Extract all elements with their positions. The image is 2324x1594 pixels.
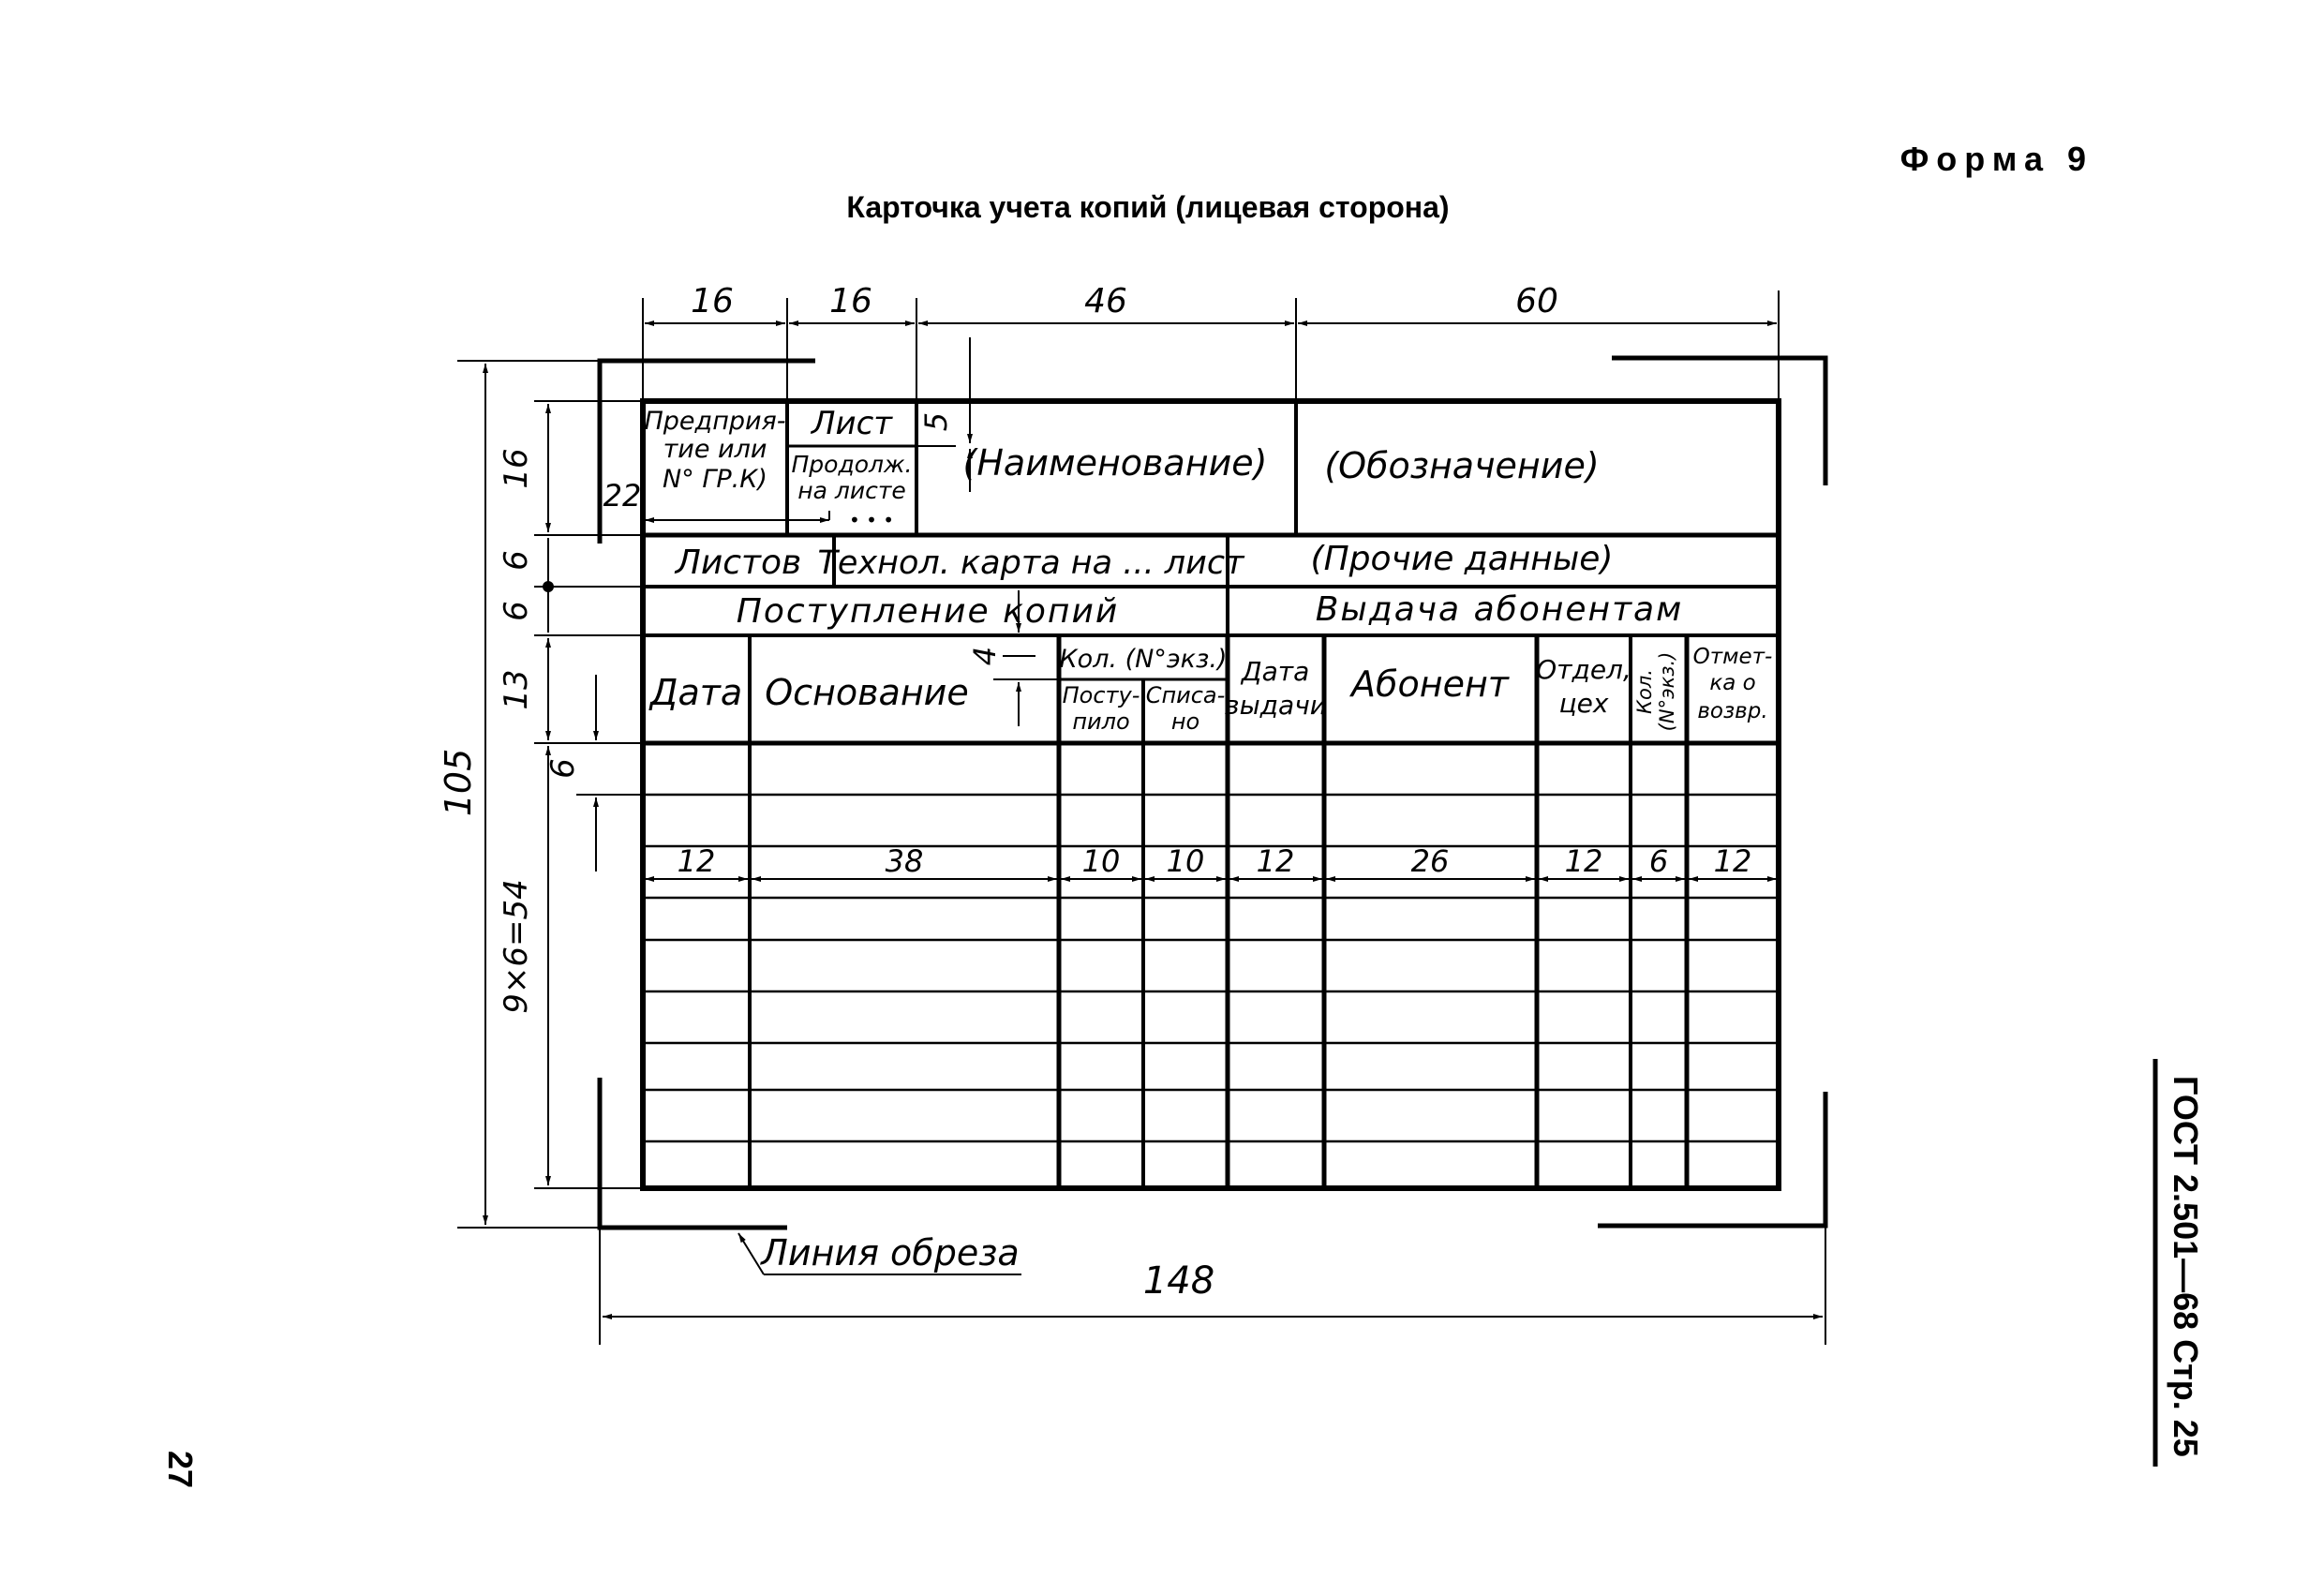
svg-text:Отдел,: Отдел,	[1536, 654, 1631, 685]
issue-header: Выдача абонентам	[1315, 590, 1684, 629]
dim-width-label: 148	[1142, 1259, 1215, 1303]
dim-left-6c: 6	[544, 758, 582, 779]
svg-text:26: 26	[1410, 843, 1450, 879]
continued-cell	[792, 451, 913, 504]
svg-text:тие или: тие или	[663, 435, 767, 464]
dim-dot	[543, 581, 554, 592]
svg-text:цех: цех	[1558, 688, 1609, 719]
col-subscriber: Абонент	[1351, 663, 1509, 705]
cut-marks	[600, 358, 1825, 1228]
form-label: Форма 9	[1899, 140, 2093, 178]
dim-left-16: 16	[498, 448, 535, 489]
dim-inner-4: 4	[967, 646, 1003, 666]
sheet-label: Лист	[811, 405, 893, 442]
svg-text:N° ГР.К): N° ГР.К)	[663, 465, 767, 494]
svg-text:выдачи: выдачи	[1224, 690, 1327, 721]
enterprise-cell	[644, 407, 785, 494]
col-return-mark	[1693, 645, 1773, 723]
svg-text:Списа-: Списа-	[1145, 682, 1226, 708]
inner-dimensions	[645, 337, 1059, 726]
cut-line-label: Линия обреза	[761, 1232, 1020, 1274]
dim-rows-formula: 9×6=54	[498, 879, 535, 1014]
svg-text:12: 12	[1713, 843, 1752, 879]
dim-top-16b: 16	[829, 282, 872, 320]
col-basis: Основание	[765, 672, 969, 713]
tech-card-label: Технол. карта на ... лист	[817, 544, 1244, 582]
svg-text:12: 12	[1256, 843, 1295, 879]
copies-in-header: Поступление копий	[736, 592, 1120, 631]
dim-top-60: 60	[1515, 282, 1558, 320]
dim-left-13: 13	[498, 669, 535, 710]
dim-left-6a: 6	[498, 550, 535, 571]
svg-text:10: 10	[1081, 843, 1121, 879]
other-data-label: (Прочие данные)	[1310, 540, 1614, 578]
dim-left-6b: 6	[498, 601, 535, 621]
svg-text:6: 6	[1648, 843, 1669, 879]
svg-text:38: 38	[885, 843, 924, 879]
continued-dots: • • •	[848, 509, 895, 531]
svg-text:ка о: ка о	[1709, 671, 1756, 695]
dim-top-16a: 16	[691, 282, 734, 320]
svg-text:10: 10	[1166, 843, 1205, 879]
sheets-label: Листов	[675, 544, 802, 582]
svg-text:Дата: Дата	[1241, 656, 1310, 687]
page-number: 27	[161, 1451, 200, 1489]
svg-text:Предприя-: Предприя-	[644, 407, 786, 436]
dim-inner-22: 22	[603, 478, 642, 514]
left-dimensions	[534, 401, 643, 1188]
dim-top-46: 46	[1084, 282, 1127, 320]
col-qty: Кол. (N°экз.)	[1059, 645, 1228, 674]
designation-field: (Обозначение)	[1324, 445, 1600, 486]
col-received	[1063, 682, 1140, 735]
column-dim-labels	[678, 843, 1752, 879]
svg-text:пило: пило	[1072, 708, 1130, 735]
svg-text:но: но	[1170, 708, 1200, 735]
top-dimensions	[643, 290, 1779, 401]
name-field: (Наименование)	[962, 442, 1268, 484]
svg-text:ГОСТ 2.501—68 Стр. 25: ГОСТ 2.501—68 Стр. 25	[2167, 1076, 2205, 1457]
page-title: Карточка учета копий (лицевая сторона)	[846, 190, 1450, 224]
dim-height-label: 105	[438, 748, 479, 817]
side-stamp	[2155, 1059, 2205, 1467]
col-written-off	[1146, 682, 1226, 735]
svg-text:возвр.: возвр.	[1697, 699, 1768, 723]
col-department	[1536, 654, 1631, 719]
svg-text:Посту-: Посту-	[1062, 682, 1140, 708]
svg-text:Продолж.: Продолж.	[791, 451, 913, 478]
svg-text:12: 12	[1564, 843, 1603, 879]
col-qty-no	[1633, 652, 1678, 732]
svg-text:Кол.: Кол.	[1633, 669, 1656, 714]
dim-inner-5: 5	[918, 411, 954, 432]
col-issue-date	[1224, 656, 1327, 721]
svg-text:12: 12	[677, 843, 716, 879]
svg-text:на листе: на листе	[797, 477, 906, 504]
svg-text:Отмет-: Отмет-	[1692, 645, 1773, 669]
svg-text:(N°экз.): (N°экз.)	[1656, 651, 1678, 732]
col-date: Дата	[649, 672, 743, 713]
